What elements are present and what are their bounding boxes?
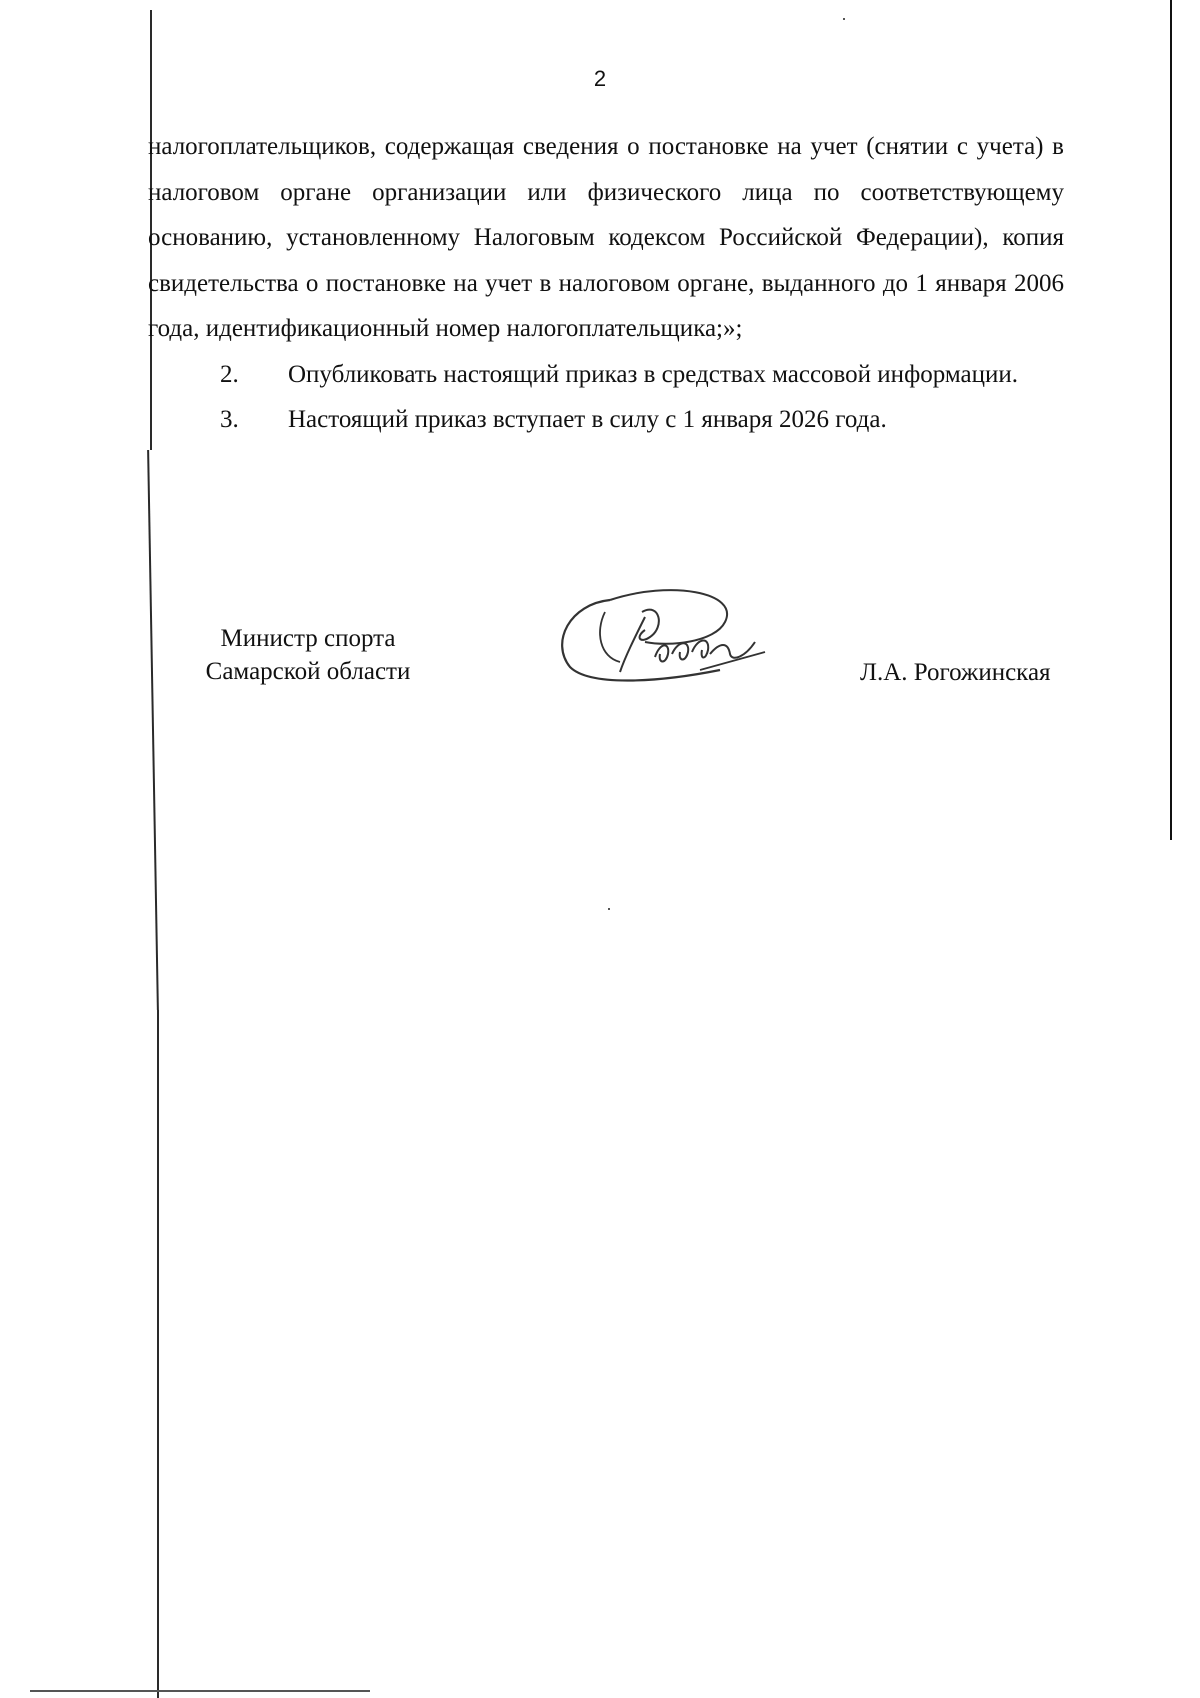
page-number: 2	[593, 66, 607, 91]
list-item-text: Настоящий приказ вступает в силу с 1 января 2026 года.	[288, 406, 887, 433]
list-item-number: 2.	[220, 360, 239, 388]
continuation-paragraph: налогоплательщиков, содержащая сведения о постановке на учет (снятии с учета) в налоговом органе организации или физического лица по соответствующему основанию, установленному Налоговым кодексом Российской Федерации), копия свидетельства о постановке на учет в налоговом органе, выданного до 1 января 2006 года, идентификационный номер налогоплательщика;»;	[148, 133, 1064, 342]
signatory-name: Л.А. Рогожинская	[860, 659, 1051, 686]
signatory-title-line: Самарской области	[205, 658, 411, 685]
scan-margin-line	[147, 450, 159, 1010]
list-item-number: 3.	[220, 406, 239, 433]
scan-speck	[608, 908, 610, 910]
list-item-3	[148, 397, 1064, 443]
signatory-title-line: Министр спорта	[220, 625, 396, 652]
scan-margin-line	[157, 1010, 159, 1698]
scan-speck	[843, 18, 845, 20]
scan-edge-line	[1170, 0, 1172, 840]
signatory-title	[178, 622, 438, 688]
scan-bottom-line	[30, 1690, 370, 1692]
document-body	[148, 124, 1064, 443]
handwritten-signature	[550, 582, 790, 692]
list-item-text: Опубликовать настоящий приказ в средствах массовой информации.	[288, 360, 1019, 388]
list-item-2	[148, 352, 1064, 398]
